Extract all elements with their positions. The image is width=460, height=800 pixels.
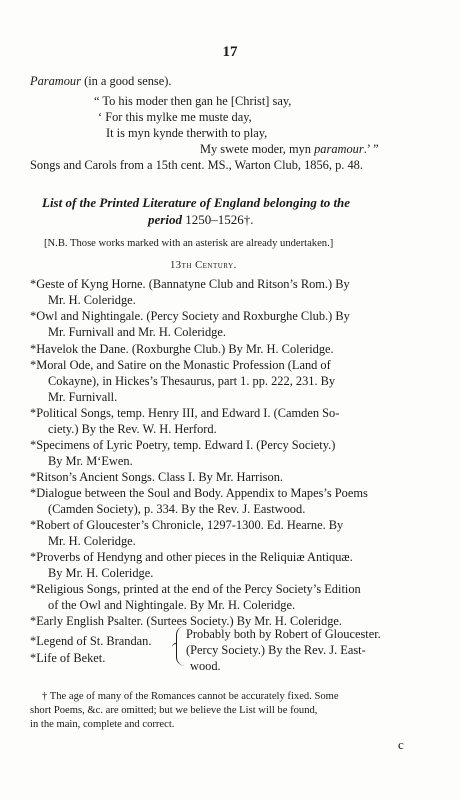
entry-geste-line-2: Mr. H. Coleridge. [48, 293, 136, 307]
entry-owl-line-1: *Owl and Nightingale. (Percy Society and Roxburghe Club.) By [30, 309, 350, 323]
entry-owl-line-2: Mr. Furnivall and Mr. H. Coleridge. [48, 325, 226, 339]
list-title-line-1: List of the Printed Literature of England belonging to the [42, 195, 351, 210]
verse-line-4 [200, 142, 379, 156]
verse-line-4-italic: paramour [314, 142, 364, 156]
verse-line-1: “ To his moder then gan he [Christ] say, [94, 94, 292, 108]
entry-proverbs-line-2: By Mr. H. Coleridge. [48, 566, 154, 580]
list-title-line-2 [148, 213, 253, 227]
entry-political-songs-line-1: *Political Songs, temp. Henry III, and Edward I. (Camden So- [30, 406, 340, 420]
verse-line-4-end: .’ ” [363, 142, 379, 156]
entry-proverbs-line-1: *Proverbs of Hendyng and other pieces in the Reliquiæ Antiquæ. [30, 550, 353, 564]
braced-note-line-1: Probably both by Robert of Gloucester. [186, 627, 381, 641]
curly-brace-icon [176, 626, 185, 666]
entry-life-beket: *Life of Beket. [30, 651, 106, 665]
entry-lyric-poetry-line-2: By Mr. M‘Ewen. [48, 454, 133, 468]
entry-robert-chronicle-line-2: Mr. H. Coleridge. [48, 534, 136, 548]
footnote-line-3: in the main, complete and correct. [30, 719, 175, 730]
page-number: 17 [222, 44, 238, 60]
list-title-period: period [148, 212, 186, 227]
entry-robert-chronicle-line-1: *Robert of Gloucester’s Chronicle, 1297-1300. Ed. Hearne. By [30, 518, 344, 532]
verse-line-3: It is myn kynde therwith to play, [106, 126, 268, 140]
paramour-heading [30, 74, 171, 88]
entry-geste-line-1: *Geste of Kyng Horne. (Bannatyne Club and Ritson’s Rom.) By [30, 277, 350, 291]
entry-lyric-poetry-line-1: *Specimens of Lyric Poetry, temp. Edward I. (Percy Society.) [30, 438, 336, 452]
entry-psalter: *Early English Psalter. (Surtees Society.) By Mr. H. Coleridge. [30, 614, 343, 628]
braced-note-line-3: wood. [190, 659, 221, 673]
nb-note: [N.B. Those works marked with an asterisk are already undertaken.] [44, 238, 334, 249]
entry-dialogue-line-2: (Camden Society), p. 334. By the Rev. J. Eastwood. [48, 502, 306, 516]
entry-moral-ode-line-1: *Moral Ode, and Satire on the Monastic Profession (Land of [30, 358, 331, 372]
entry-moral-ode-line-2: Cokayne), in Hickes’s Thesaurus, part 1. pp. 222, 231. By [48, 374, 336, 388]
entry-political-songs-line-2: ciety.) By the Rev. W. H. Herford. [48, 422, 217, 436]
verse-line-4-text: My swete moder, myn [200, 142, 315, 156]
verse-source: Songs and Carols from a 15th cent. MS., Warton Club, 1856, p. 48. [30, 158, 363, 172]
paramour-term: Paramour [30, 74, 81, 88]
entry-havelok: *Havelok the Dane. (Roxburghe Club.) By Mr. H. Coleridge. [30, 342, 334, 356]
paramour-gloss: (in a good sense). [84, 74, 172, 88]
entry-dialogue-line-1: *Dialogue between the Soul and Body. Appendix to Mapes’s Poems [30, 486, 368, 500]
entry-ritson: *Ritson’s Ancient Songs. Class I. By Mr. Harrison. [30, 470, 283, 484]
braced-note-line-2: (Percy Society.) By the Rev. J. East- [186, 643, 366, 657]
verse-line-2: ‘ For this mylke me muste day, [98, 110, 252, 124]
footnote-line-2: short Poems, &c. are omitted; but we believe the List will be found, [30, 705, 318, 716]
entry-religious-songs-line-1: *Religious Songs, printed at the end of the Percy Society’s Edition [30, 582, 361, 596]
entry-legend-brandan: *Legend of St. Brandan. [30, 634, 152, 648]
footnote-line-1: † The age of many of the Romances cannot be accurately fixed. Some [42, 691, 339, 702]
entry-religious-songs-line-2: of the Owl and Nightingale. By Mr. H. Coleridge. [48, 598, 296, 612]
century-heading: 13th Century. [170, 260, 237, 271]
signature-mark: c [398, 737, 404, 752]
entry-moral-ode-line-3: Mr. Furnivall. [48, 390, 118, 404]
list-title-dates: 1250–1526†. [185, 212, 254, 227]
